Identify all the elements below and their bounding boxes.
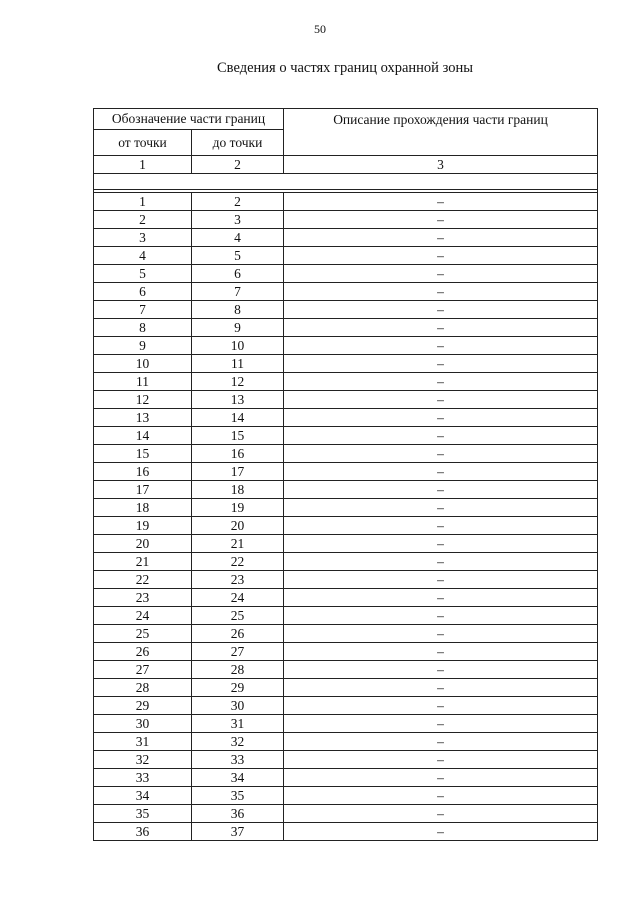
description-cell: – [284,229,598,247]
table-row [94,301,598,319]
table-row [94,427,598,445]
table-row [94,211,598,229]
from-point-cell: 4 [94,247,192,265]
to-point-cell: 17 [192,463,284,481]
to-point-cell: 32 [192,733,284,751]
document-title: Сведения о частях границ охранной зоны [217,60,473,76]
table-row [94,445,598,463]
from-point-cell: 19 [94,517,192,535]
description-cell: – [284,211,598,229]
boundary-parts-table [93,108,598,841]
from-point-cell: 13 [94,409,192,427]
header-from-point: от точки [94,130,192,156]
description-cell: – [284,301,598,319]
from-point-cell: 10 [94,355,192,373]
to-point-cell: 4 [192,229,284,247]
description-cell: – [284,193,598,211]
table-row [94,265,598,283]
description-cell: – [284,391,598,409]
description-cell: – [284,625,598,643]
from-point-cell: 1 [94,193,192,211]
to-point-cell: 6 [192,265,284,283]
description-cell: – [284,535,598,553]
to-point-cell: 29 [192,679,284,697]
to-point-cell: 2 [192,193,284,211]
from-point-cell: 12 [94,391,192,409]
table-row [94,373,598,391]
from-point-cell: 5 [94,265,192,283]
description-cell: – [284,787,598,805]
from-point-cell: 35 [94,805,192,823]
from-point-cell: 3 [94,229,192,247]
from-point-cell: 32 [94,751,192,769]
from-point-cell: 24 [94,607,192,625]
column-number-3: 3 [284,156,598,174]
description-cell: – [284,823,598,841]
column-number-2: 2 [192,156,284,174]
table-row [94,643,598,661]
to-point-cell: 8 [192,301,284,319]
from-point-cell: 23 [94,589,192,607]
to-point-cell: 12 [192,373,284,391]
description-cell: – [284,463,598,481]
description-cell: – [284,409,598,427]
to-point-cell: 21 [192,535,284,553]
from-point-cell: 20 [94,535,192,553]
from-point-cell: 16 [94,463,192,481]
description-cell: – [284,571,598,589]
table-row [94,823,598,841]
table-row [94,319,598,337]
to-point-cell: 18 [192,481,284,499]
to-point-cell: 20 [192,517,284,535]
header-description: Описание прохождения части границ [284,109,598,156]
from-point-cell: 22 [94,571,192,589]
description-cell: – [284,373,598,391]
description-cell: – [284,337,598,355]
column-number-1: 1 [94,156,192,174]
description-cell: – [284,697,598,715]
to-point-cell: 36 [192,805,284,823]
table-row [94,679,598,697]
to-point-cell: 34 [192,769,284,787]
table-row [94,733,598,751]
from-point-cell: 14 [94,427,192,445]
to-point-cell: 23 [192,571,284,589]
table-row [94,499,598,517]
description-cell: – [284,643,598,661]
table-row [94,535,598,553]
description-cell: – [284,679,598,697]
from-point-cell: 29 [94,697,192,715]
to-point-cell: 24 [192,589,284,607]
to-point-cell: 11 [192,355,284,373]
header-to-point: до точки [192,130,284,156]
to-point-cell: 37 [192,823,284,841]
from-point-cell: 25 [94,625,192,643]
description-cell: – [284,319,598,337]
table-row [94,787,598,805]
to-point-cell: 33 [192,751,284,769]
table-row [94,589,598,607]
to-point-cell: 31 [192,715,284,733]
table-body [94,193,598,841]
description-cell: – [284,661,598,679]
table-row [94,463,598,481]
to-point-cell: 3 [192,211,284,229]
description-cell: – [284,427,598,445]
to-point-cell: 10 [192,337,284,355]
table-row [94,409,598,427]
from-point-cell: 8 [94,319,192,337]
description-cell: – [284,481,598,499]
table-row [94,553,598,571]
section-row [94,174,598,190]
from-point-cell: 2 [94,211,192,229]
from-point-cell: 17 [94,481,192,499]
to-point-cell: 25 [192,607,284,625]
table-row [94,193,598,211]
from-point-cell: 33 [94,769,192,787]
from-point-cell: 28 [94,679,192,697]
from-point-cell: 6 [94,283,192,301]
table-row [94,481,598,499]
table-row [94,715,598,733]
to-point-cell: 13 [192,391,284,409]
table-row [94,355,598,373]
description-cell: – [284,589,598,607]
to-point-cell: 28 [192,661,284,679]
to-point-cell: 9 [192,319,284,337]
table-row [94,661,598,679]
to-point-cell: 15 [192,427,284,445]
from-point-cell: 18 [94,499,192,517]
description-cell: – [284,247,598,265]
table-row [94,805,598,823]
description-cell: – [284,517,598,535]
table-row [94,769,598,787]
description-cell: – [284,553,598,571]
header-boundary-part-designation: Обозначение части границ [94,109,284,130]
table-row [94,247,598,265]
to-point-cell: 27 [192,643,284,661]
from-point-cell: 21 [94,553,192,571]
table-row [94,697,598,715]
from-point-cell: 34 [94,787,192,805]
table-row [94,391,598,409]
from-point-cell: 27 [94,661,192,679]
description-cell: – [284,265,598,283]
description-cell: – [284,445,598,463]
table-row [94,229,598,247]
to-point-cell: 22 [192,553,284,571]
description-cell: – [284,355,598,373]
to-point-cell: 35 [192,787,284,805]
to-point-cell: 26 [192,625,284,643]
table-row [94,607,598,625]
to-point-cell: 7 [192,283,284,301]
description-cell: – [284,715,598,733]
page-number: 50 [314,22,326,36]
to-point-cell: 30 [192,697,284,715]
from-point-cell: 31 [94,733,192,751]
table-row [94,517,598,535]
table-row [94,337,598,355]
from-point-cell: 11 [94,373,192,391]
description-cell: – [284,769,598,787]
description-cell: – [284,499,598,517]
to-point-cell: 19 [192,499,284,517]
from-point-cell: 36 [94,823,192,841]
description-cell: – [284,733,598,751]
description-cell: – [284,805,598,823]
table-row [94,751,598,769]
to-point-cell: 14 [192,409,284,427]
to-point-cell: 16 [192,445,284,463]
from-point-cell: 15 [94,445,192,463]
table-row [94,571,598,589]
from-point-cell: 26 [94,643,192,661]
to-point-cell: 5 [192,247,284,265]
description-cell: – [284,751,598,769]
description-cell: – [284,283,598,301]
from-point-cell: 30 [94,715,192,733]
table-row [94,283,598,301]
description-cell: – [284,607,598,625]
from-point-cell: 7 [94,301,192,319]
from-point-cell: 9 [94,337,192,355]
table-row [94,625,598,643]
